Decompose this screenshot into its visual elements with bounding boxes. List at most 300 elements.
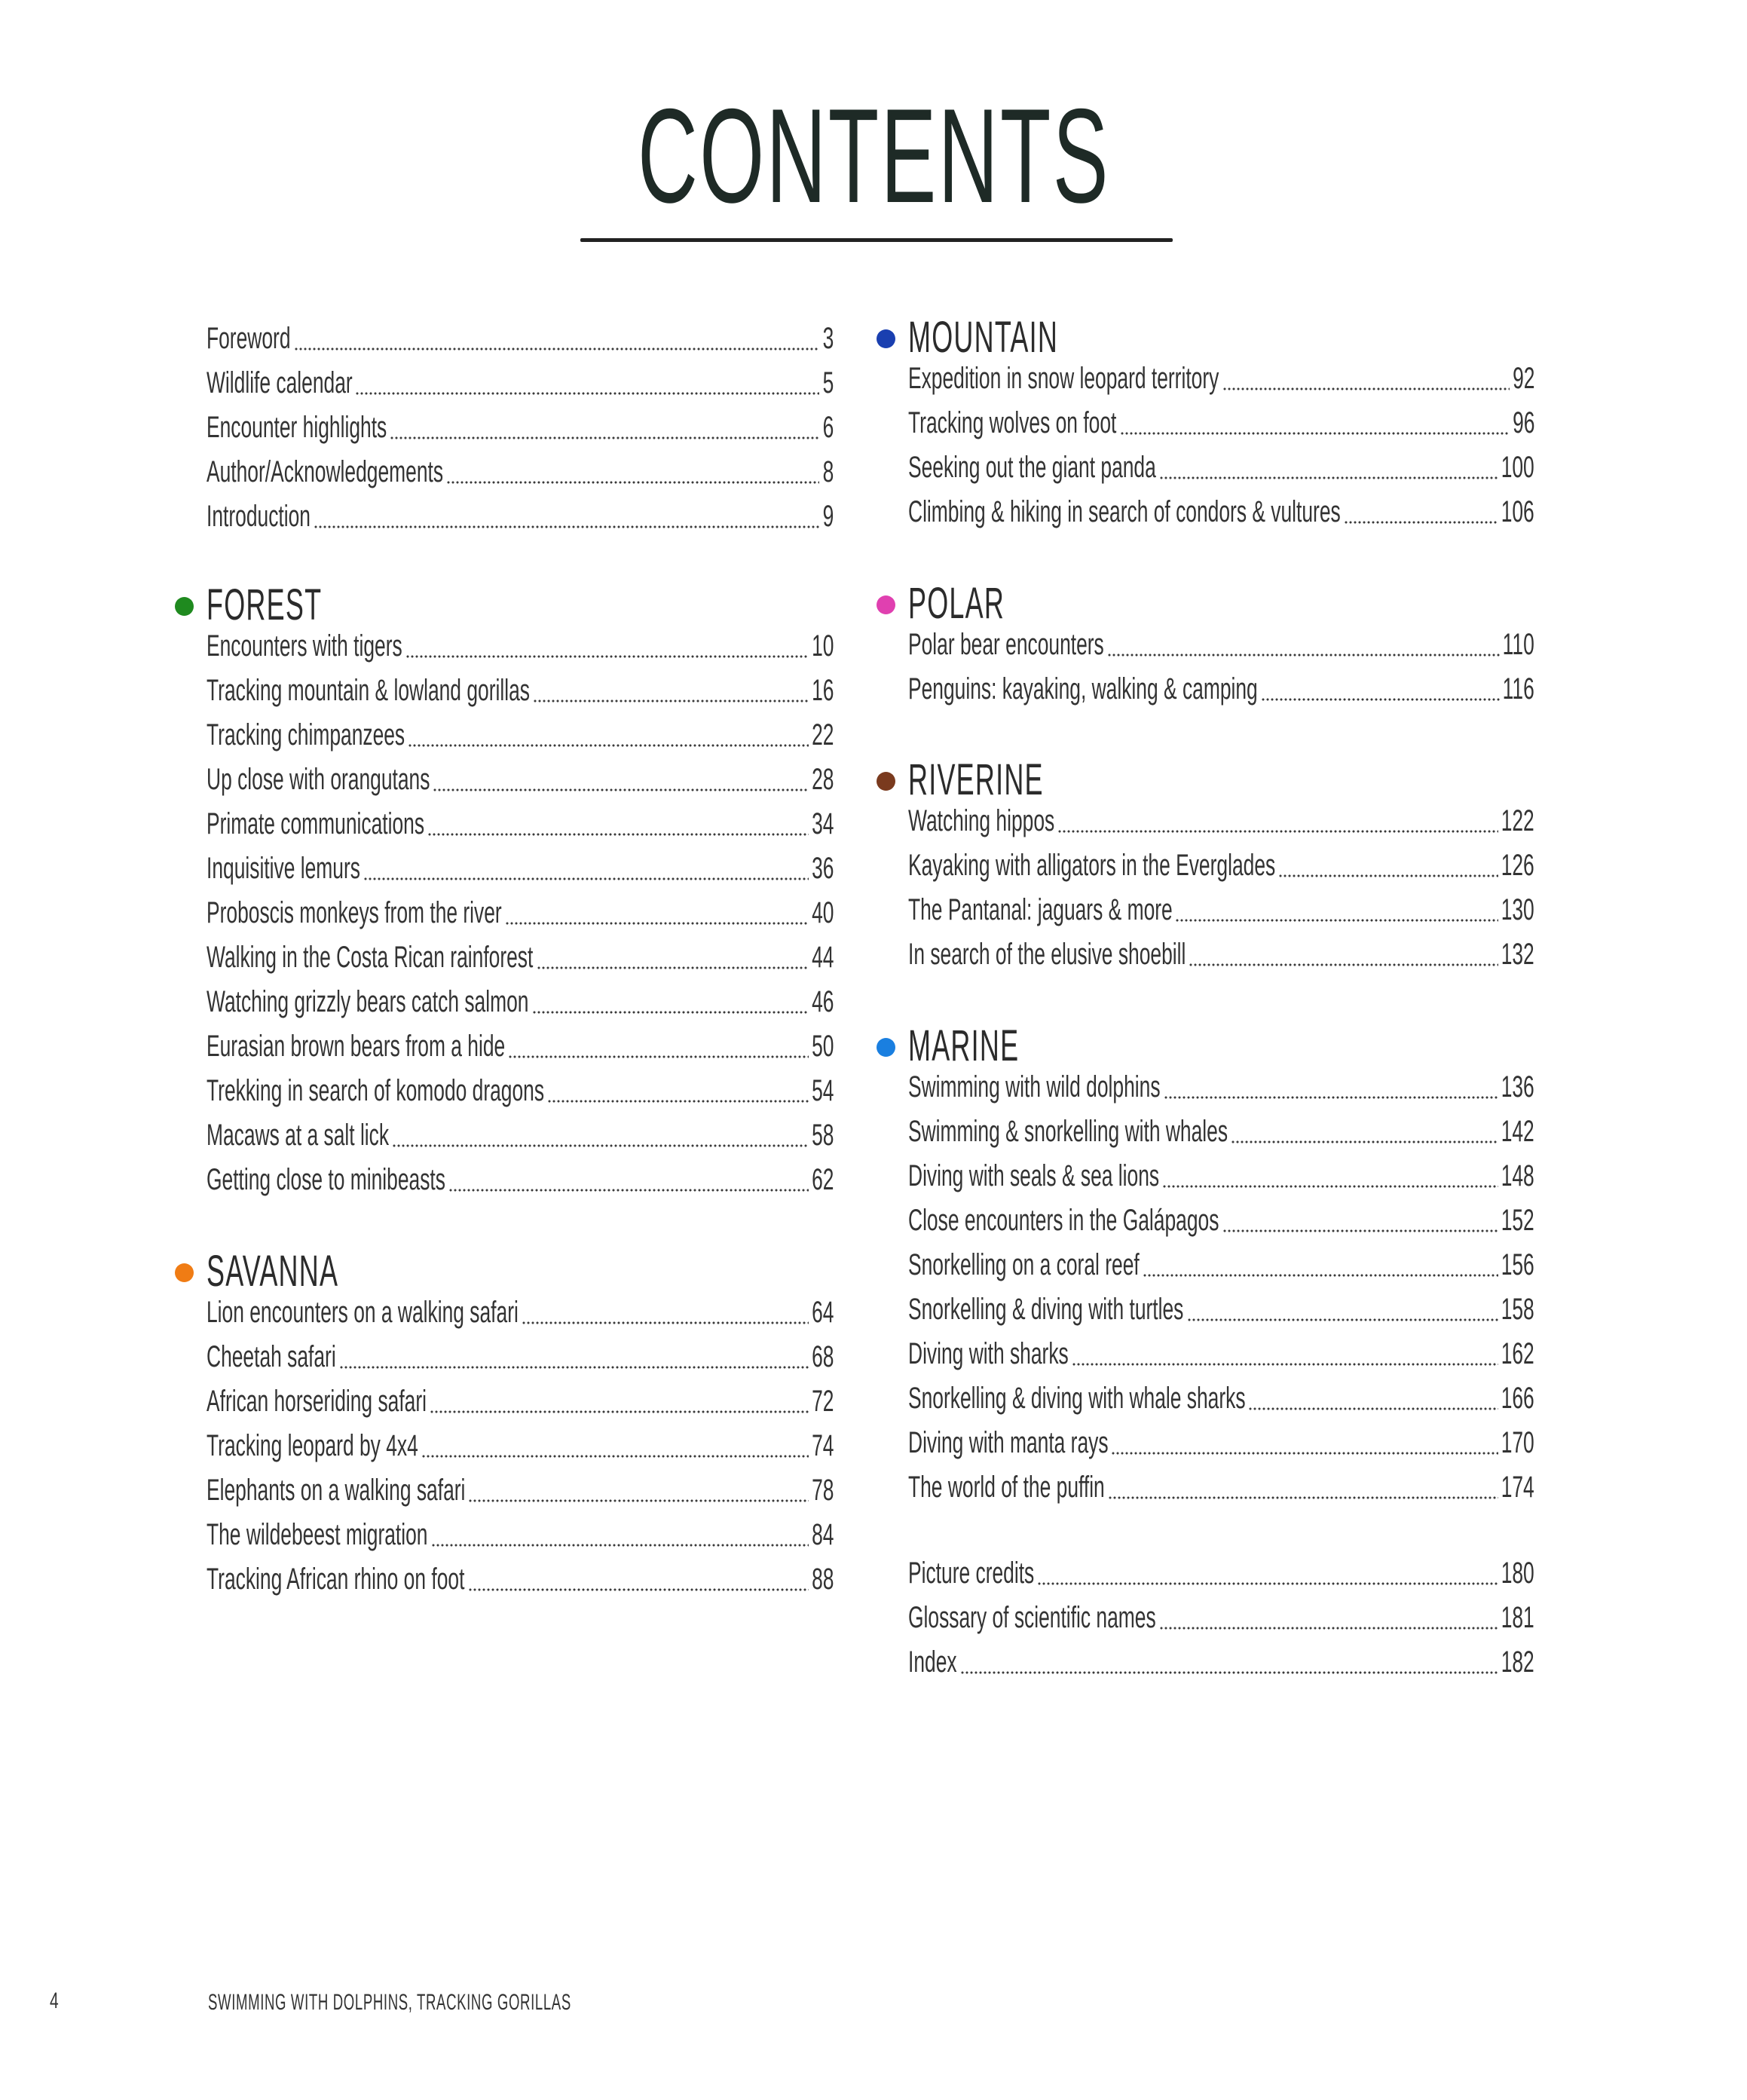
toc-entry-line [908,1115,1534,1148]
toc-entry-label-box [908,362,1219,395]
toc-entry-the-pantanal-jaguars-more[interactable] [908,892,1534,937]
toc-entry-label-box [207,1119,389,1152]
dot-leader [508,1055,809,1058]
toc-entry-label-box [908,451,1156,484]
toc-entry-line [908,893,1534,926]
toc-entry-label: Cheetah safari [207,1340,336,1373]
toc-entry-watching-hippos[interactable] [908,804,1534,848]
dot-leader [1057,830,1498,833]
dot-leader [433,788,808,791]
toc-entry-page-number: 100 [1501,451,1534,484]
section-riverine [908,757,1534,981]
dot-leader [532,1011,809,1014]
toc-entry-picture-credits[interactable] [908,1556,1534,1600]
toc-entry-lion-encounters-on-a-walking-safari[interactable] [207,1295,834,1339]
toc-entry-getting-close-to-minibeasts[interactable] [207,1162,834,1207]
back-matter-list [908,1556,1534,1689]
toc-entry-snorkelling-on-a-coral-reef[interactable] [908,1247,1534,1292]
dot-leader [1261,698,1500,701]
toc-entry-line [207,985,834,1018]
toc-entry-line [908,1159,1534,1192]
toc-entry-line [908,495,1534,528]
toc-entry-label-box [207,411,387,444]
toc-entry-diving-with-sharks[interactable] [908,1336,1534,1381]
toc-entry-page-number: 158 [1501,1293,1534,1326]
toc-entry-kayaking-with-alligators-in-the-everglades[interactable] [908,848,1534,892]
toc-entry-label-box [908,1645,957,1679]
toc-entry-page-number: 6 [822,411,834,444]
toc-entry-close-encounters-in-the-gal-pagos[interactable] [908,1203,1534,1247]
front-matter-list [207,321,834,543]
toc-entry-label: Up close with orangutans [207,763,430,796]
section-heading-riverine [908,757,1534,804]
toc-entry-label: Macaws at a salt lick [207,1119,390,1152]
toc-entry-page-number: 132 [1501,938,1534,971]
toc-entry-page-number: 34 [811,807,834,840]
toc-entry-line [207,1119,834,1152]
dot-leader [446,481,819,484]
toc-entry-line [207,1163,834,1196]
toc-entry-label: Walking in the Costa Rican rainforest [207,941,534,974]
toc-entry-page-number: 84 [811,1518,834,1551]
toc-entry-line [207,1074,834,1107]
toc-entry-line [908,938,1534,971]
toc-entry-line [207,1340,834,1373]
toc-entry-page-number: 142 [1501,1115,1534,1148]
toc-entry-label: Diving with manta rays [908,1426,1109,1459]
toc-entry-label-box [207,1296,519,1329]
toc-entry-label-box [908,1204,1219,1237]
section-heading-savanna [207,1248,834,1295]
toc-entry-line [207,1296,834,1329]
toc-entry-encounter-highlights[interactable] [207,410,834,455]
toc-entry-label: Author/Acknowledgements [207,455,444,488]
section-marine [908,1023,1534,1514]
dot-leader [468,1588,809,1591]
dot-leader [1248,1407,1498,1410]
toc-entry-page-number: 10 [811,629,834,663]
toc-entry-line [908,672,1534,706]
toc-entry-label-box [908,938,1186,971]
dot-leader [1162,1185,1498,1188]
toc-entry-label: Close encounters in the Galápagos [908,1204,1219,1237]
dot-leader [430,1410,809,1413]
toc-entry-page-number: 74 [811,1429,834,1462]
toc-entry-label-box [908,1337,1069,1370]
toc-entry-line [207,1474,834,1507]
toc-entry-page-number: 62 [811,1163,834,1196]
toc-entry-label-box [207,896,502,929]
dot-leader [390,436,819,439]
toc-entry-line [908,362,1534,395]
toc-entry-wildlife-calendar[interactable] [207,366,834,410]
folio-page-number: 4 [50,1988,59,2013]
dot-leader [363,877,809,880]
toc-entry-label-box [908,1248,1140,1281]
toc-entry-diving-with-seals-sea-lions[interactable] [908,1159,1534,1203]
toc-entry-label-box [207,366,352,399]
dot-leader [405,655,809,658]
toc-entry-line [908,1557,1534,1590]
toc-entry-elephants-on-a-walking-safari[interactable] [207,1473,834,1517]
toc-entry-label: Picture credits [908,1557,1035,1590]
toc-entry-african-horseriding-safari[interactable] [207,1384,834,1428]
toc-entry-the-wildebeest-migration[interactable] [207,1517,834,1562]
toc-entry-label-box [207,1163,445,1196]
toc-entry-inquisitive-lemurs[interactable] [207,851,834,895]
section-heading-label: SAVANNA [207,1247,339,1296]
toc-entry-snorkelling-diving-with-whale-sharks[interactable] [908,1381,1534,1425]
dot-leader [1187,1318,1498,1321]
toc-entry-label: Tracking chimpanzees [207,718,405,752]
toc-entry-label: The Pantanal: jaguars & more [908,893,1173,926]
section-heading-label: MARINE [908,1021,1020,1070]
toc-entry-page-number: 5 [822,366,834,399]
toc-entry-line [908,1382,1534,1415]
toc-entry-tracking-chimpanzees[interactable] [207,718,834,762]
toc-entry-label-box [207,629,402,663]
toc-entry-glossary-of-scientific-names[interactable] [908,1600,1534,1645]
toc-entry-line [908,1471,1534,1504]
toc-entry-label: Proboscis monkeys from the river [207,896,502,929]
toc-entry-in-search-of-the-elusive-shoebill[interactable] [908,937,1534,981]
toc-entry-penguins-kayaking-walking-camping[interactable] [908,672,1534,716]
toc-entry-label: Lion encounters on a walking safari [207,1296,519,1329]
toc-entry-label: The wildebeest migration [207,1518,428,1551]
toc-entry-page-number: 22 [811,718,834,752]
toc-entry-page-number: 182 [1501,1645,1534,1679]
section-heading-polar [908,580,1534,627]
toc-entry-page-number: 54 [811,1074,834,1107]
toc-entry-label-box [908,495,1341,528]
toc-entry-page-number: 166 [1501,1382,1534,1415]
toc-entry-line [207,1385,834,1418]
toc-entry-line [207,852,834,885]
section-color-bullet-icon [175,597,194,616]
toc-entry-line [207,674,834,707]
toc-entry-proboscis-monkeys-from-the-river[interactable] [207,895,834,940]
toc-entry-page-number: 78 [811,1474,834,1507]
dot-leader [1175,919,1498,922]
toc-entry-page-number: 170 [1501,1426,1534,1459]
toc-entry-label: African horseriding safari [207,1385,427,1418]
toc-entry-label-box [908,1293,1184,1326]
toc-entry-label-box [908,1115,1228,1148]
toc-entry-page-number: 130 [1501,893,1534,926]
toc-entry-label: Climbing & hiking in search of condors & vultures [908,495,1341,528]
section-heading-forest [207,582,834,629]
toc-entry-line [207,763,834,796]
toc-entry-label-box [207,1074,544,1107]
toc-entry-page-number: 96 [1512,406,1534,439]
toc-entry-cheetah-safari[interactable] [207,1339,834,1384]
dot-leader [294,347,820,351]
toc-entry-snorkelling-diving-with-turtles[interactable] [908,1292,1534,1336]
section-heading-label: POLAR [908,579,1005,628]
toc-entry-diving-with-manta-rays[interactable] [908,1425,1534,1470]
toc-entry-label: Getting close to minibeasts [207,1163,445,1196]
page-title-wrap [0,81,1747,231]
toc-entry-primate-communications[interactable] [207,807,834,851]
toc-entry-page-number: 180 [1501,1557,1534,1590]
toc-entry-page-number: 64 [811,1296,834,1329]
toc-entry-label: Kayaking with alligators in the Everglades [908,849,1276,882]
toc-entry-label: Swimming & snorkelling with whales [908,1115,1228,1148]
toc-entry-label-box [207,941,534,974]
toc-entry-page-number: 3 [822,322,834,355]
toc-entry-label-box [207,985,529,1018]
toc-entry-line [207,455,834,488]
toc-entry-label: Index [908,1645,957,1679]
toc-entry-label: Inquisitive lemurs [207,852,360,885]
toc-entry-line [908,849,1534,882]
toc-entry-label: Elephants on a walking safari [207,1474,466,1507]
dot-leader [522,1321,809,1324]
running-footer-title: SWIMMING WITH DOLPHINS, TRACKING GORILLAS [208,1990,571,2015]
toc-entry-line [207,896,834,929]
toc-entry-label-box [207,718,405,752]
toc-entry-the-world-of-the-puffin[interactable] [908,1470,1534,1514]
toc-entry-label: Watching hippos [908,804,1055,837]
toc-entry-label-box [908,1159,1159,1192]
dot-leader [431,1544,809,1547]
dot-leader [421,1455,809,1458]
toc-entry-eurasian-brown-bears-from-a-hide[interactable] [207,1029,834,1073]
toc-entry-tracking-mountain-lowland-gorillas[interactable] [207,673,834,718]
section-color-bullet-icon [877,329,895,348]
toc-entry-line [207,718,834,752]
toc-entry-label: Snorkelling & diving with whale sharks [908,1382,1246,1415]
dot-leader [1072,1363,1499,1366]
toc-entry-walking-in-the-costa-rican-rainforest[interactable] [207,940,834,984]
toc-entry-page-number: 46 [811,985,834,1018]
dot-leader [339,1366,809,1369]
toc-entry-swimming-with-wild-dolphins[interactable] [908,1070,1534,1114]
toc-entry-label: Tracking wolves on foot [908,406,1117,439]
dot-leader [1159,1627,1498,1630]
toc-entry-label: Diving with sharks [908,1337,1069,1370]
section-heading-label: FOREST [207,580,323,629]
dot-leader [408,744,808,747]
toc-entry-page-number: 122 [1501,804,1534,837]
toc-entry-label: Swimming with wild dolphins [908,1070,1161,1104]
toc-entry-line [908,804,1534,837]
dot-leader [1159,476,1498,479]
dot-leader [960,1671,1498,1674]
dot-leader [1278,874,1498,877]
toc-entry-label: Watching grizzly bears catch salmon [207,985,529,1018]
toc-entry-label: The world of the puffin [908,1471,1105,1504]
toc-entry-page-number: 50 [811,1030,834,1063]
toc-entry-label: Tracking leopard by 4x4 [207,1429,418,1462]
dot-leader [1120,432,1510,435]
toc-entry-line [908,1601,1534,1634]
dot-leader [537,966,809,969]
section-heading-mountain [908,314,1534,361]
toc-entry-page-number: 174 [1501,1471,1534,1504]
section-color-bullet-icon [877,595,895,614]
toc-entry-label-box [908,849,1275,882]
toc-entry-page-number: 40 [811,896,834,929]
toc-entry-label: Seeking out the giant panda [908,451,1156,484]
dot-leader [468,1499,809,1502]
dot-leader [1111,1452,1498,1455]
toc-entry-label-box [908,672,1258,706]
toc-entry-label-box [207,674,530,707]
toc-entry-page-number: 156 [1501,1248,1534,1281]
toc-entry-label: Eurasian brown bears from a hide [207,1030,506,1063]
toc-entry-line [908,451,1534,484]
toc-entry-introduction[interactable] [207,499,834,543]
toc-entry-label: Encounters with tigers [207,629,402,663]
dot-leader [1107,654,1500,657]
section-heading-label: RIVERINE [908,755,1044,804]
toc-entry-climbing-hiking-in-search-of-condors-vultures[interactable] [908,494,1534,539]
toc-entry-label-box [207,1429,418,1462]
toc-entry-line [207,941,834,974]
toc-entry-label: Expedition in snow leopard territory [908,362,1219,395]
dot-leader [355,392,819,395]
toc-entry-label: Polar bear encounters [908,628,1104,661]
dot-leader [1108,1496,1498,1499]
toc-entry-page-number: 68 [811,1340,834,1373]
toc-entry-tracking-wolves-on-foot[interactable] [908,406,1534,450]
toc-entry-label: Diving with seals & sea lions [908,1159,1160,1192]
toc-entry-encounters-with-tigers[interactable] [207,629,834,673]
section-forest [207,582,834,1207]
toc-entry-line [908,1337,1534,1370]
toc-entry-label: Snorkelling & diving with turtles [908,1293,1184,1326]
toc-entry-expedition-in-snow-leopard-territory[interactable] [908,361,1534,406]
toc-entry-label-box [207,455,443,488]
section-color-bullet-icon [877,772,895,791]
toc-entry-swimming-snorkelling-with-whales[interactable] [908,1114,1534,1159]
toc-entry-page-number: 110 [1502,628,1534,661]
toc-entry-line [908,1645,1534,1679]
toc-entry-label: Tracking African rhino on foot [207,1563,465,1596]
section-heading-marine [908,1023,1534,1070]
toc-entry-author-acknowledgements[interactable] [207,455,834,499]
toc-entry-label-box [207,1518,428,1551]
dot-leader [427,833,809,836]
section-polar [908,580,1534,716]
toc-entry-watching-grizzly-bears-catch-salmon[interactable] [207,984,834,1029]
toc-entry-label: Primate communications [207,807,425,840]
toc-entry-macaws-at-a-salt-lick[interactable] [207,1118,834,1162]
toc-entry-label-box [207,500,311,533]
dot-leader [448,1189,809,1192]
toc-entry-line [908,1426,1534,1459]
toc-entry-label-box [207,1340,336,1373]
toc-entry-polar-bear-encounters[interactable] [908,627,1534,672]
toc-entry-up-close-with-orangutans[interactable] [207,762,834,807]
toc-entry-label-box [908,893,1172,926]
toc-entry-line [908,1204,1534,1237]
toc-entry-line [908,406,1534,439]
dot-leader [1189,963,1498,966]
toc-entry-page-number: 58 [811,1119,834,1152]
toc-entry-label-box [908,406,1117,439]
toc-entry-line [207,1518,834,1551]
toc-entry-page-number: 88 [811,1563,834,1596]
toc-entry-label: Trekking in search of komodo dragons [207,1074,545,1107]
toc-entry-line [207,629,834,663]
toc-entry-tracking-leopard-by-4x4[interactable] [207,1428,834,1473]
toc-entry-index[interactable] [908,1645,1534,1689]
toc-entry-line [207,1563,834,1596]
toc-entry-line [908,1070,1534,1104]
toc-entry-label: Snorkelling on a coral reef [908,1248,1140,1281]
toc-entry-line [207,1429,834,1462]
toc-entry-label-box [207,763,430,796]
toc-entry-label: In search of the elusive shoebill [908,938,1186,971]
toc-entry-page-number: 9 [822,500,834,533]
dot-leader [547,1100,809,1103]
section-color-bullet-icon [877,1038,895,1057]
toc-entry-line [207,500,834,533]
toc-entry-line [908,1293,1534,1326]
dot-leader [1222,1229,1499,1232]
toc-entry-label: Foreword [207,322,291,355]
toc-entry-page-number: 181 [1501,1601,1534,1634]
toc-entry-line [207,1030,834,1063]
toc-entry-label: Tracking mountain & lowland gorillas [207,674,530,707]
toc-entry-label-box [207,1385,427,1418]
title-underline [580,238,1173,242]
toc-entry-label-box [908,628,1104,661]
toc-entry-label: Penguins: kayaking, walking & camping [908,672,1258,706]
toc-entry-page-number: 162 [1501,1337,1534,1370]
toc-entry-trekking-in-search-of-komodo-dragons[interactable] [207,1073,834,1118]
toc-entry-foreword[interactable] [207,321,834,366]
toc-entry-label-box [207,807,424,840]
toc-entry-label-box [207,1030,505,1063]
toc-entry-line [207,366,834,399]
dot-leader [1143,1274,1498,1277]
toc-entry-label: Glossary of scientific names [908,1601,1156,1634]
dot-leader [505,922,809,925]
toc-entry-line [908,628,1534,661]
toc-entry-page-number: 126 [1501,849,1534,882]
section-mountain [908,314,1534,539]
toc-entry-label: Encounter highlights [207,411,387,444]
dot-leader [1164,1096,1498,1099]
section-heading-label: MOUNTAIN [908,313,1059,362]
toc-entry-label: Wildlife calendar [207,366,353,399]
dot-leader [314,525,819,528]
page-title: CONTENTS [637,81,1110,231]
toc-entry-page-number: 28 [811,763,834,796]
toc-entry-label-box [908,1426,1108,1459]
toc-entry-label-box [207,1474,465,1507]
toc-entry-page-number: 8 [822,455,834,488]
toc-entry-page-number: 36 [811,852,834,885]
toc-entry-page-number: 136 [1501,1070,1534,1104]
toc-entry-page-number: 116 [1502,672,1534,706]
dot-leader [1344,521,1498,524]
dot-leader [1037,1582,1498,1585]
toc-entry-page-number: 16 [811,674,834,707]
toc-entry-seeking-out-the-giant-panda[interactable] [908,450,1534,494]
toc-entry-page-number: 72 [811,1385,834,1418]
toc-entry-tracking-african-rhino-on-foot[interactable] [207,1562,834,1606]
toc-entry-line [207,411,834,444]
dot-leader [1222,387,1510,390]
toc-entry-page-number: 106 [1501,495,1534,528]
dot-leader [1231,1140,1498,1143]
toc-entry-page-number: 92 [1512,362,1534,395]
toc-entry-page-number: 152 [1501,1204,1534,1237]
